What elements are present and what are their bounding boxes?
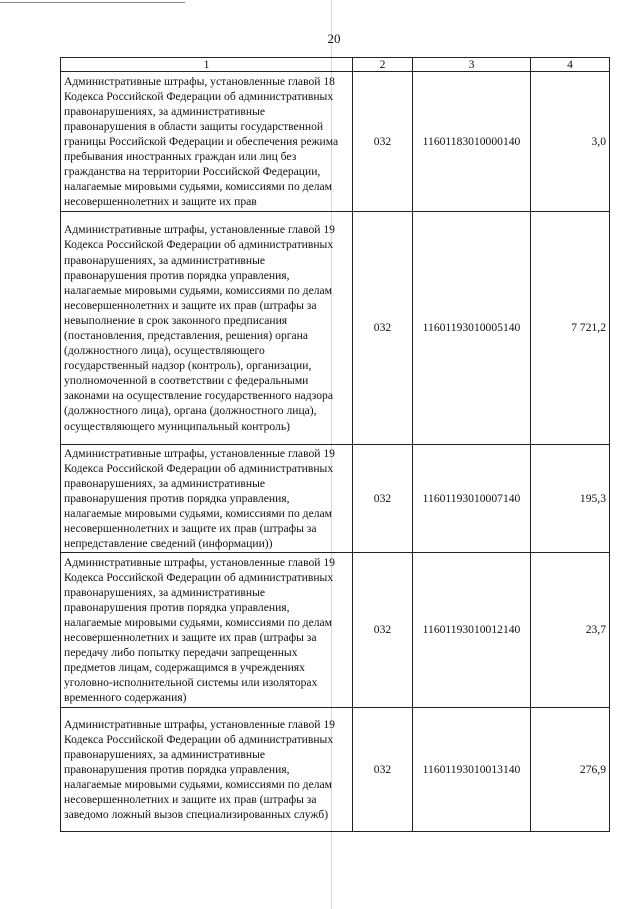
column-header-1: 1 — [61, 58, 353, 72]
amount: 3,0 — [531, 72, 610, 212]
amount: 23,7 — [531, 553, 610, 708]
page-number: 20 — [327, 31, 341, 46]
admin-code: 032 — [353, 212, 413, 445]
revenue-table — [60, 57, 610, 832]
amount: 276,9 — [531, 708, 610, 832]
admin-code: 032 — [353, 445, 413, 553]
table-row — [61, 72, 610, 212]
admin-code: 032 — [353, 553, 413, 708]
table-header-row — [61, 58, 610, 72]
budget-classification-code: 11601193010012140 — [413, 553, 531, 708]
amount: 7 721,2 — [531, 212, 610, 445]
table-row — [61, 445, 610, 553]
column-header-2: 2 — [353, 58, 413, 72]
budget-classification-code: 11601193010005140 — [413, 212, 531, 445]
table-row — [61, 212, 610, 445]
revenue-description: Административные штрафы, установленные главой 19 Кодекса Российской Федерации об административных правонарушениях, за административные правонарушения против порядка управления, налагаемые мировыми судьями, комиссиями по делам несовершеннолетних и защите их прав (штрафы за передачу либо попытку передачи запрещенных предметов лицам, содержащимся в учреждениях уголовно-исполнительной системы или изоляторах временного содержания) — [61, 553, 353, 708]
table-row — [61, 708, 610, 832]
scan-top-line — [0, 2, 185, 3]
admin-code: 032 — [353, 708, 413, 832]
budget-classification-code: 11601193010013140 — [413, 708, 531, 832]
column-header-4: 4 — [531, 58, 610, 72]
revenue-description: Административные штрафы, установленные главой 19 Кодекса Российской Федерации об административных правонарушениях, за административные правонарушения против порядка управления, налагаемые мировыми судьями, комиссиями по делам несовершеннолетних и защите их прав (штрафы за заведомо ложный вызов специализированных служб) — [61, 708, 353, 832]
amount: 195,3 — [531, 445, 610, 553]
budget-classification-code: 11601183010000140 — [413, 72, 531, 212]
budget-classification-code: 11601193010007140 — [413, 445, 531, 553]
column-header-3: 3 — [413, 58, 531, 72]
table-row — [61, 553, 610, 708]
revenue-description: Административные штрафы, установленные главой 19 Кодекса Российской Федерации об административных правонарушениях, за административные правонарушения против порядка управления, налагаемые мировыми судьями, комиссиями по делам несовершеннолетних и защите их прав (штрафы за непредставление сведений (информации)) — [61, 445, 353, 553]
revenue-description: Административные штрафы, установленные главой 19 Кодекса Российской Федерации об административных правонарушениях, за административные правонарушения против порядка управления, налагаемые мировыми судьями, комиссиями по делам несовершеннолетних и защите их прав (штрафы за невыполнение в срок законного предписания (постановления, представления, решения) органа (должностного лица), осуществляющего государственный надзор (контроль), организации, уполномоченной в соответствии с федеральными законами на осуществление государственного надзора (должностного лица), органа (должностного лица), осуществляющего муниципальный контроль) — [61, 212, 353, 445]
revenue-description: Административные штрафы, установленные главой 18 Кодекса Российской Федерации об административных правонарушениях, за административные правонарушения в области защиты государственной границы Российской Федерации и обеспечения режима пребывания иностранных граждан или лиц без гражданства на территории Российской Федерации, налагаемые мировыми судьями, комиссиями по делам несовершеннолетних и защите их прав — [61, 72, 353, 212]
admin-code: 032 — [353, 72, 413, 212]
